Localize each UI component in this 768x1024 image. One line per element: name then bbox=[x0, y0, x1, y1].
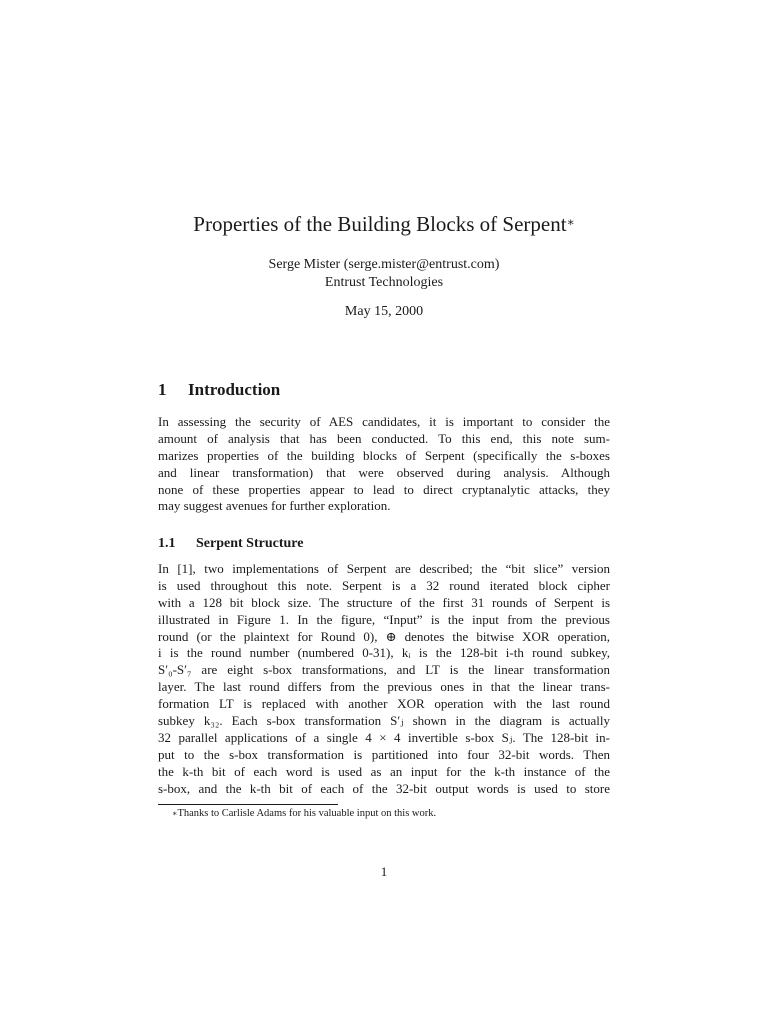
page-number: 1 bbox=[380, 864, 388, 879]
text-line: illustrated in Figure 1. In the figure, “Input” is the input from the previous bbox=[158, 611, 610, 627]
subsection-number: 1.1 bbox=[158, 536, 176, 551]
subsection-heading-serpent-structure bbox=[158, 535, 303, 553]
introduction-paragraph bbox=[158, 414, 610, 515]
footnote-text: Thanks to Carlisle Adams for his valuable input on this work. bbox=[177, 808, 437, 819]
paper-date: May 15, 2000 bbox=[344, 304, 424, 319]
text-line: layer. The last round differs from the previous ones in that the linear trans- bbox=[158, 679, 610, 695]
text-line: the k-th bit of each word is used as an input for the k-th instance of the bbox=[158, 763, 610, 779]
paper-title bbox=[0, 210, 768, 238]
text-line: In assessing the security of AES candidates, it is important to consider the bbox=[158, 414, 610, 429]
text-line: s-box, and the k-th bit of each of the 32-bit output words is used to store bbox=[158, 780, 610, 796]
text-line: In [1], two implementations of Serpent are described; the “bit slice” version bbox=[158, 561, 610, 576]
text-line: formation LT is replaced with another XOR operation with the last round bbox=[158, 696, 610, 712]
text-line: subkey k₃₂. Each s-box transformation S′ⱼ shown in the diagram is actually bbox=[158, 713, 610, 729]
text-line: round (or the plaintext for Round 0), ⊕ denotes the bitwise XOR operation, bbox=[158, 628, 610, 644]
footnote bbox=[172, 807, 436, 821]
text-line: and linear transformation) that were observed during analysis. Although bbox=[158, 464, 610, 480]
text-line: 32 parallel applications of a single 4 × 4 invertible s-box Sⱼ. The 128-bit in- bbox=[158, 729, 610, 745]
text-line: put to the s-box transformation is partitioned into four 32-bit words. Then bbox=[158, 746, 610, 762]
text-line: marizes properties of the building blocks of Serpent (specifically the s-boxes bbox=[158, 447, 610, 463]
section-heading-introduction bbox=[158, 379, 280, 401]
text-line: none of these properties appear to lead to direct cryptanalytic attacks, they bbox=[158, 481, 610, 497]
text-line: amount of analysis that has been conducted. To this end, this note sum- bbox=[158, 430, 610, 446]
text-line: S′₀-S′₇ are eight s-box transformations, and LT is the linear transformation bbox=[158, 662, 610, 678]
text-line: i is the round number (numbered 0-31), kᵢ is the 128-bit i-th round subkey, bbox=[158, 645, 610, 661]
footnote-mark: ∗ bbox=[172, 809, 178, 818]
author-line: Serge Mister (serge.mister@entrust.com) bbox=[268, 257, 500, 272]
affiliation: Entrust Technologies bbox=[324, 275, 444, 290]
text-line: may suggest avenues for further exploration. bbox=[158, 498, 391, 514]
paper-title-text: Properties of the Building Blocks of Serpent bbox=[193, 212, 567, 236]
section-number: 1 bbox=[158, 380, 167, 399]
section-title: Introduction bbox=[188, 380, 281, 399]
author-block bbox=[0, 256, 768, 292]
serpent-structure-paragraph bbox=[158, 561, 610, 797]
title-footnote-mark: ∗ bbox=[566, 215, 575, 229]
footnote-rule bbox=[158, 804, 338, 805]
text-line: is used throughout this note. Serpent is a 32 round iterated block cipher bbox=[158, 577, 610, 593]
subsection-title: Serpent Structure bbox=[196, 536, 304, 551]
text-line: with a 128 bit block size. The structure of the first 31 rounds of Serpent is bbox=[158, 594, 610, 610]
